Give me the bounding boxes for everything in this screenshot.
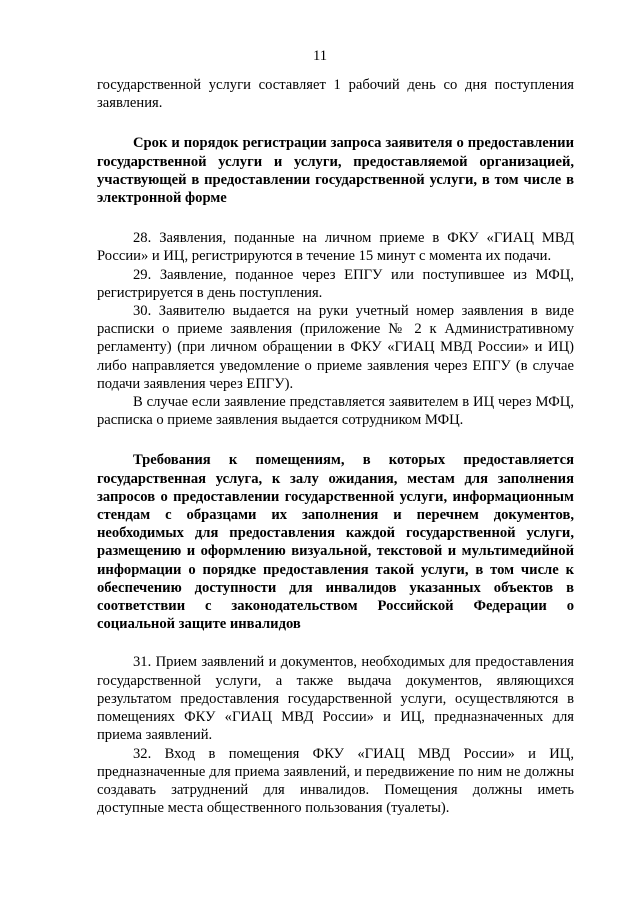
page-number: 11: [312, 48, 328, 64]
spacer: [97, 112, 574, 134]
page-content: [97, 76, 574, 817]
spacer: [97, 207, 574, 229]
paragraph-28: 28. Заявления, поданные на личном приеме в ФКУ «ГИАЦ МВД России» и ИЦ, регистрируются в течение 15 минут с момента их подачи.: [97, 230, 574, 265]
paragraph-32: 32. Вход в помещения ФКУ «ГИАЦ МВД России» и ИЦ, предназначенные для приема заявлений, и передвижение по ним не должны создавать затруднений для инвалидов. Помещения должны иметь доступные места общественного пользования (туалеты).: [97, 745, 574, 817]
paragraph-mfc-receipt: В случае если заявление представляется заявителем в ИЦ через МФЦ, расписка о приеме заявления выдается сотрудником МФЦ.: [97, 394, 574, 429]
section-heading-premises: Требования к помещениям, в которых предоставляется государственная услуга, к залу ожидания, местам для заполнения запросов о предоставлении государственной услуги, информационным стендам с образцами их заполнения и перечнем документов, необходимых для предоставления каждой государственной услуги, размещению и оформлению визуальной, текстовой и мультимедийной информации о порядке предоставления такой услуги, в том числе к обеспечению доступности для инвалидов указанных объектов в соответствии с законодательством Российской Федерации о социальной защите инвалидов: [97, 452, 574, 633]
spacer: [97, 633, 574, 653]
spacer: [97, 429, 574, 451]
paragraph-29: 29. Заявление, поданное через ЕПГУ или поступившее из МФЦ, регистрируется в день поступления.: [97, 266, 574, 301]
paragraph-30: 30. Заявителю выдается на руки учетный номер заявления в виде расписки о приеме заявления (приложение № 2 к Административному регламенту) (при личном обращении в ФКУ «ГИАЦ МВД России» и ИЦ) либо направляется уведомление о приеме заявления через ЕПГУ (в случае подачи заявления через ЕПГУ).: [97, 303, 574, 392]
paragraph-31: 31. Прием заявлений и документов, необходимых для предоставления государственной услуги, а также выдача документов, являющихся результатом предоставления государственной услуги, осуществляются в помещениях ФКУ «ГИАЦ МВД России» и ИЦ, предназначенных для приема заявлений.: [97, 654, 574, 744]
intro-paragraph: государственной услуги составляет 1 рабочий день со дня поступления заявления.: [97, 77, 574, 112]
section-heading-registration: Срок и порядок регистрации запроса заявителя о предоставлении государственной услуги и услуги, предоставляемой организацией, участвующей в предоставлении государственной услуги, в том числе в электронной форме: [97, 135, 574, 207]
